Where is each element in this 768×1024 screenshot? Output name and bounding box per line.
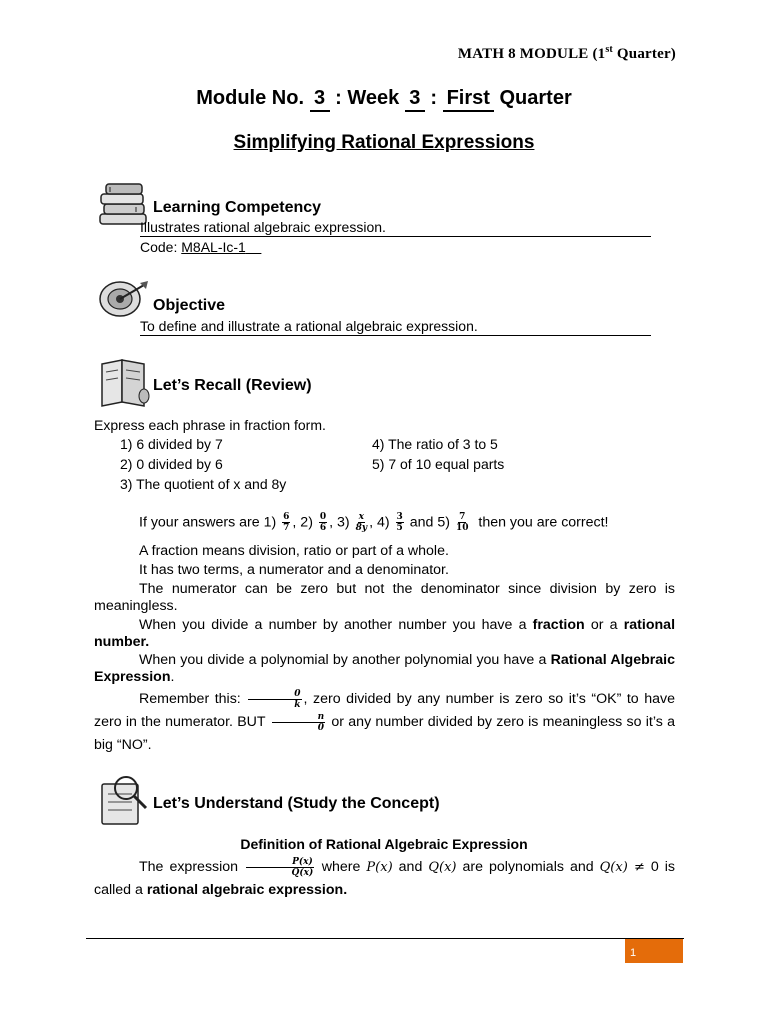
paragraph: Remember this: $\frac{0}{k}$ , zero divided by any number is zero so it’s “OK” to have zero in the numerator. BUT $\frac{n}{0}$ or any number divided by zero is meaningless so it’s a big “NO”.	[94, 688, 675, 753]
competency-heading: Learning Competency	[153, 199, 322, 216]
objective-heading: Objective	[153, 297, 226, 314]
list-item: 1) 6 divided by 7	[120, 436, 223, 452]
definition-title: Definition of Rational Algebraic Expression	[240, 836, 528, 852]
list-item: 5) 7 of 10 equal parts	[372, 456, 505, 472]
footer-divider	[86, 938, 684, 939]
answers-line: If your answers are 1) $\frac{6}{7}$ , 2) $\frac{0}{6}$ , 3) $\frac{x}{8y}$ , 4) $\frac{3}{5}$ and 5) $\frac{7}{10}$ then you are correct!	[139, 512, 609, 533]
definition-text: The expression $\frac{P(x)}{Q(x)}$ where P(x) and Q(x) are polynomials and Q(x) ≠ 0 is called a rational algebraic expression.	[94, 856, 676, 898]
understand-heading: Let’s Understand (Study the Concept)	[153, 795, 440, 812]
list-item: 4) The ratio of 3 to 5	[372, 436, 498, 452]
recall-heading: Let’s Recall (Review)	[153, 377, 312, 394]
module-header: MATH 8 MODULE (1st Quarter)	[457, 44, 676, 62]
reading-icon	[96, 356, 152, 406]
page-number: 1	[625, 939, 683, 963]
lesson-title: Simplifying Rational Expressions	[233, 132, 535, 153]
paragraph: When you divide a number by another number you have a fraction or a rational number.	[94, 617, 676, 650]
competency-text: Illustrates rational algebraic expression.	[140, 219, 651, 237]
paragraph: The numerator can be zero but not the denominator since division by zero is meaningless.	[94, 581, 675, 614]
study-icon	[96, 774, 152, 824]
recall-intro: Express each phrase in fraction form.	[94, 417, 326, 433]
week-number: 3	[405, 87, 425, 112]
quarter-name: First	[443, 87, 494, 112]
paragraph: It has two terms, a numerator and a denominator.	[139, 562, 449, 578]
list-item: 3) The quotient of x and 8y	[120, 476, 287, 492]
module-number: 3	[310, 87, 330, 112]
competency-code: Code: M8AL-Ic-1	[140, 239, 246, 255]
list-item: 2) 0 divided by 6	[120, 456, 223, 472]
objective-text: To define and illustrate a rational algebraic expression.	[140, 318, 651, 336]
paragraph: When you divide a polynomial by another polynomial you have a Rational Algebraic Expression.	[94, 652, 675, 685]
page-title: Module No. 3 : Week 3 : First Quarter	[0, 87, 768, 112]
paragraph: A fraction means division, ratio or part of a whole.	[139, 543, 449, 559]
